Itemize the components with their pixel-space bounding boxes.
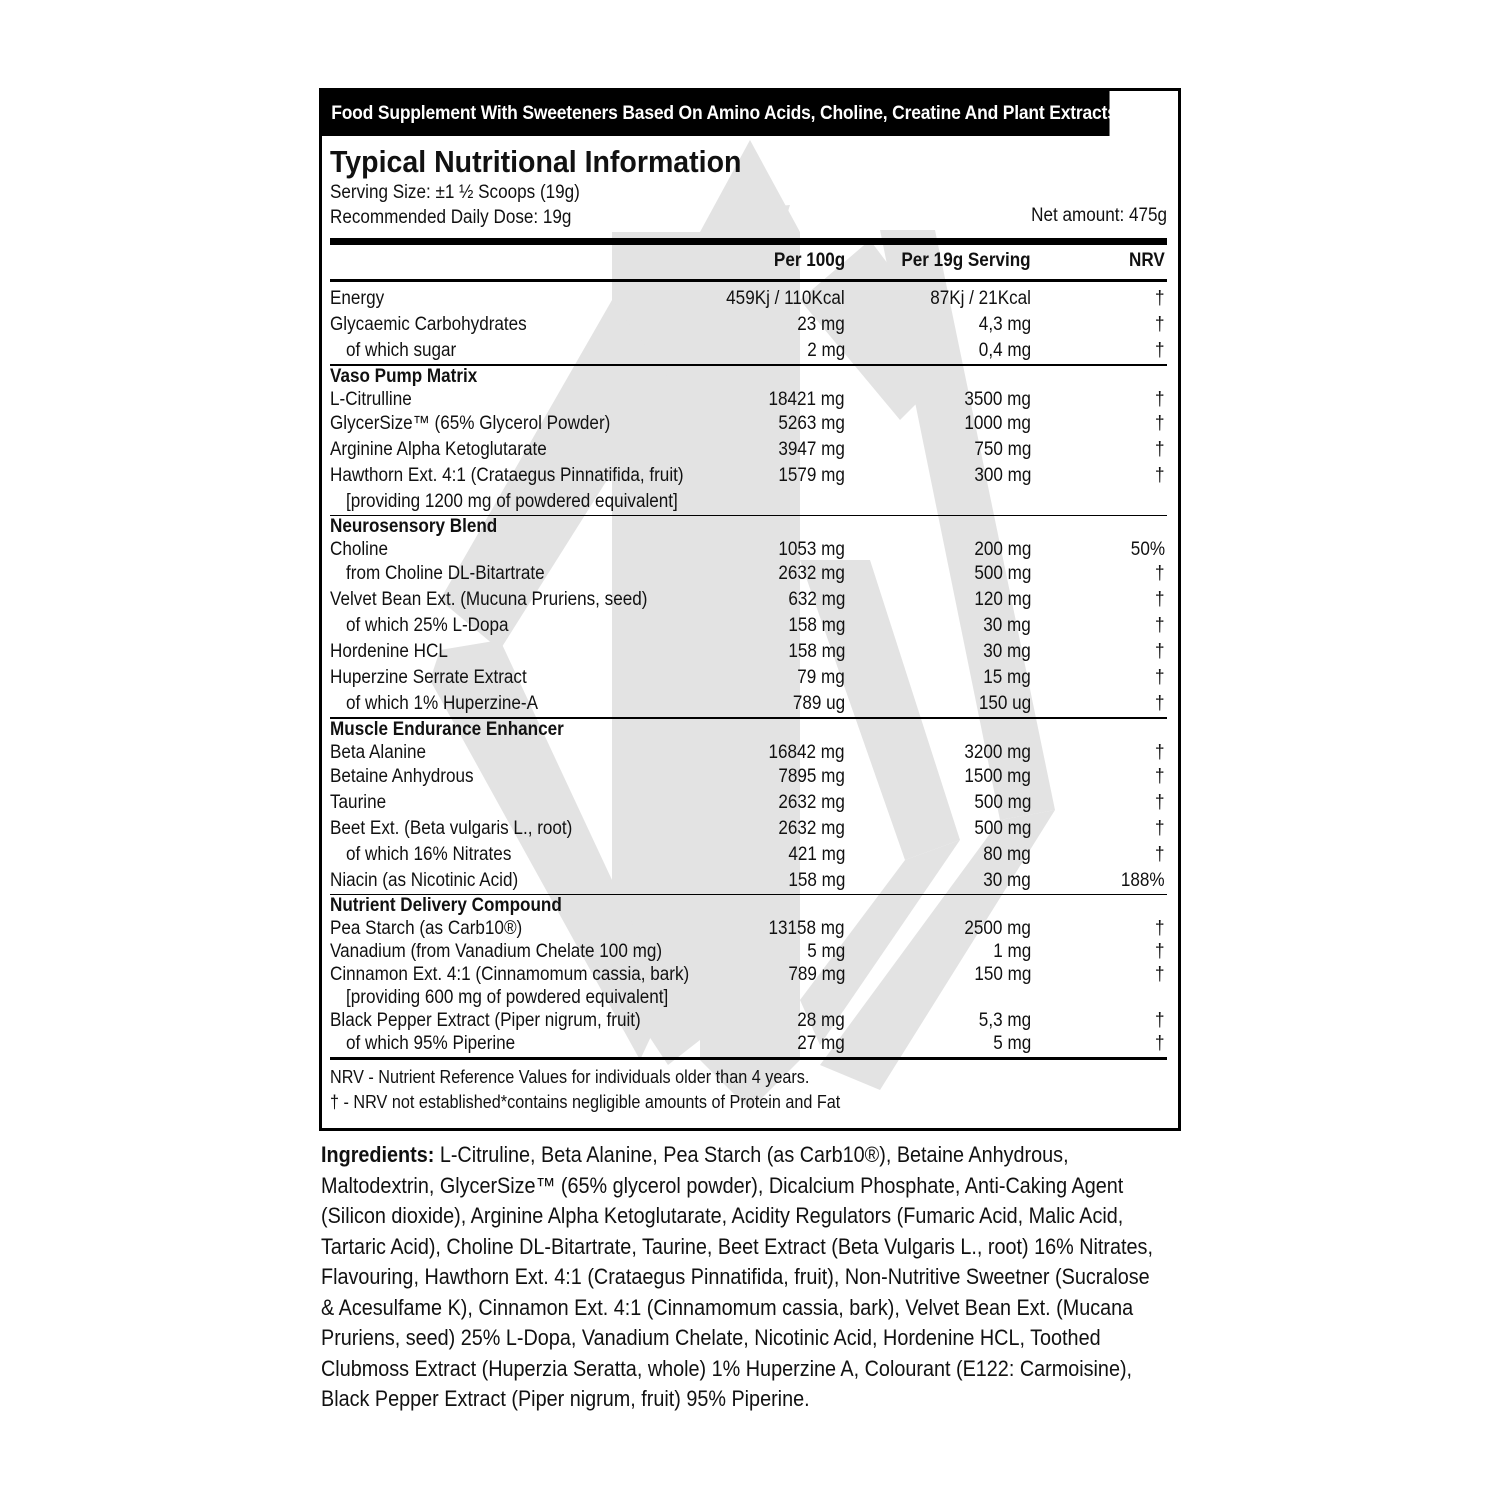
table-row [330, 963, 1167, 986]
table-row [330, 741, 1167, 764]
serving-value: 15 mg [983, 667, 1031, 688]
serving-value: 87Kj / 21Kcal [930, 288, 1031, 309]
table-row [330, 940, 1167, 963]
serving-value: 2500 mg [964, 918, 1031, 939]
serving-value: 80 mg [983, 843, 1031, 865]
table-row [330, 561, 1167, 587]
table-row [330, 286, 1167, 312]
table-row [330, 587, 1167, 613]
ingredients-block [321, 1140, 1167, 1415]
nrv-value: † [1155, 314, 1165, 335]
nutrient-name: Choline [330, 539, 388, 560]
per100-value: 23 mg [797, 314, 845, 335]
table-row [330, 691, 1167, 717]
table-row [330, 790, 1167, 816]
per100-value: 16842 mg [768, 741, 845, 763]
nrv-value: † [1155, 388, 1165, 410]
per100-value: 27 mg [797, 1033, 845, 1054]
nrv-value: 188% [1121, 869, 1165, 891]
section-title: Vaso Pump Matrix [330, 365, 478, 387]
per100-value: 79 mg [797, 667, 845, 688]
table-row [330, 917, 1167, 940]
nutrient-note: [providing 600 mg of powdered equivalent] [346, 987, 669, 1008]
section-title: Neurosensory Blend [330, 516, 498, 537]
table-row [330, 986, 1167, 1009]
per100-value: 158 mg [787, 869, 845, 891]
table-row [330, 538, 1167, 561]
footnote-dagger: † - NRV not established*contains negligible amounts of Protein and Fat [330, 1092, 841, 1112]
serving-value: 1 mg [992, 941, 1031, 962]
table-row [330, 764, 1167, 790]
serving-value: 3500 mg [964, 388, 1031, 410]
panel-content [330, 136, 1167, 1115]
serving-value: 30 mg [983, 641, 1031, 662]
table-row [330, 312, 1167, 338]
nutrient-name: of which 95% Piperine [346, 1033, 516, 1054]
daily-dose: Recommended Daily Dose: 19g [330, 207, 572, 228]
nrv-value: † [1155, 1033, 1165, 1054]
nutrient-name: Niacin (as Nicotinic Acid) [330, 869, 519, 891]
table-row [330, 411, 1167, 437]
nutrient-name: Arginine Alpha Ketoglutarate [330, 438, 547, 460]
table-row [330, 489, 1167, 515]
nrv-value: † [1155, 438, 1165, 460]
nutrient-name: of which 25% L-Dopa [346, 615, 509, 636]
per100-value: 158 mg [787, 641, 845, 662]
nrv-value: † [1155, 1010, 1165, 1031]
table-row [330, 463, 1167, 489]
col-per100: Per 100g [773, 250, 845, 271]
nrv-value: † [1155, 288, 1165, 309]
nrv-value: † [1155, 615, 1165, 636]
nutrient-name: of which 16% Nitrates [346, 843, 512, 865]
serving-value: 1000 mg [964, 412, 1031, 434]
per100-value: 1053 mg [778, 539, 845, 560]
nutrient-name: Hordenine HCL [330, 641, 448, 662]
serving-value: 0,4 mg [978, 340, 1031, 361]
nutrient-name: Huperzine Serrate Extract [330, 667, 527, 688]
nrv-value: † [1155, 641, 1165, 662]
serving-value: 3200 mg [964, 741, 1031, 763]
nutrient-name: Hawthorn Ext. 4:1 (Crataegus Pinnatifida, fruit) [330, 464, 684, 486]
footnote-nrv: NRV - Nutrient Reference Values for individuals older than 4 years. [330, 1067, 810, 1087]
nutrient-name: L-Citrulline [330, 388, 412, 410]
table-row [330, 338, 1167, 364]
serving-value: 30 mg [983, 869, 1031, 891]
per100-value: 3947 mg [778, 438, 845, 460]
nutrient-name: Beet Ext. (Beta vulgaris L., root) [330, 817, 573, 839]
per100-value: 2632 mg [778, 817, 845, 839]
product-banner: Food Supplement With Sweeteners Based On Amino Acids, Choline, Creatine And Plant Extracts. [322, 91, 1110, 136]
nutrient-name: Pea Starch (as Carb10®) [330, 918, 523, 939]
per100-value: 459Kj / 110Kcal [726, 288, 845, 309]
serving-value: 750 mg [973, 438, 1031, 460]
per100-value: 632 mg [787, 589, 845, 610]
table-row [330, 1009, 1167, 1032]
section-title: Muscle Endurance Enhancer [330, 718, 564, 740]
serving-value: 4,3 mg [978, 314, 1031, 335]
serving-value: 200 mg [973, 539, 1031, 560]
table-row [330, 816, 1167, 842]
nrv-value: † [1155, 941, 1165, 962]
serving-value: 30 mg [983, 615, 1031, 636]
serving-value: 150 ug [978, 693, 1031, 714]
nutrient-name: GlycerSize™ (65% Glycerol Powder) [330, 412, 611, 434]
nrv-value: † [1155, 843, 1165, 865]
nrv-value: † [1155, 741, 1165, 763]
table-row [330, 842, 1167, 868]
serving-value: 500 mg [973, 817, 1031, 839]
serving-value: 5 mg [992, 1033, 1031, 1054]
serving-value: 150 mg [973, 964, 1031, 985]
table-row [330, 388, 1167, 411]
nrv-value: † [1155, 340, 1165, 361]
nutrient-name: from Choline DL-Bitartrate [346, 563, 545, 584]
nutrient-name: Energy [330, 288, 385, 309]
nutrient-name: Vanadium (from Vanadium Chelate 100 mg) [330, 941, 663, 962]
nutrient-name: Beta Alanine [330, 741, 427, 763]
serving-value: 500 mg [973, 791, 1031, 813]
nrv-value: † [1155, 563, 1165, 584]
nrv-value: † [1155, 918, 1165, 939]
ingredients-text: L-Citruline, Beta Alanine, Pea Starch (as Carb10®), Betaine Anhydrous, Maltodextrin, GlycerSize™ (65% glycerol powder), Dicalcium Phosphate, Anti-Caking Agent (Silicon dioxide), Arginine Alpha Ketoglutarate, Acidity Regulators (Fumaric Acid, Malic Acid, Tartaric Acid), Choline DL-Bitartrate, Taurine, Beet Extract (Beta Vulgaris L., root) 16% Nitrates, Flavouring, Hawthorn Ext. 4:1 (Crataegus Pinnatifida, fruit), Non-Nutritive Sweetner (Sucralose & Acesulfame K), Cinnamon Ext. 4:1 (Cinnamomum cassia, bark), Velvet Bean Ext. (Mucana Pruriens, seed) 25% L-Dopa, Vanadium Chelate, Nicotinic Acid, Hordenine HCL, Toothed Clubmoss Extract (Huperzia Seratta, whole) 1% Huperzine A, Colourant (E122: Carmoisine), Black Pepper Extract (Piper nigrum, fruit) 95% Piperine. [321, 1142, 1153, 1411]
panel-title: Typical Nutritional Information [330, 144, 742, 179]
column-headers [330, 245, 1167, 279]
nutrition-panel [319, 88, 1181, 1131]
nrv-value: † [1155, 791, 1165, 813]
per100-value: 421 mg [787, 843, 845, 865]
table-row [330, 639, 1167, 665]
nrv-value: † [1155, 817, 1165, 839]
nrv-value: † [1155, 667, 1165, 688]
table-row [330, 613, 1167, 639]
table-row [330, 665, 1167, 691]
nutrient-name: Taurine [330, 791, 387, 813]
nrv-value: † [1155, 412, 1165, 434]
nrv-value: † [1155, 693, 1165, 714]
nutrient-note: [providing 1200 mg of powdered equivalent] [346, 490, 678, 512]
nutrient-name: of which 1% Huperzine-A [346, 693, 538, 714]
net-amount: Net amount: 475g [1031, 205, 1167, 226]
per100-value: 2632 mg [778, 791, 845, 813]
table-row [330, 437, 1167, 463]
per100-value: 7895 mg [778, 765, 845, 787]
table-row [330, 868, 1167, 894]
nrv-value: † [1155, 589, 1165, 610]
per100-value: 13158 mg [768, 918, 845, 939]
serving-value: 5,3 mg [978, 1010, 1031, 1031]
per100-value: 789 mg [787, 964, 845, 985]
col-serving: Per 19g Serving [901, 250, 1031, 271]
per100-value: 2632 mg [778, 563, 845, 584]
table-row [330, 1032, 1167, 1055]
per100-value: 1579 mg [778, 464, 845, 486]
nutrient-name: of which sugar [346, 340, 457, 361]
per100-value: 2 mg [806, 340, 845, 361]
nutrient-name: Cinnamon Ext. 4:1 (Cinnamomum cassia, bark) [330, 964, 690, 985]
per100-value: 789 ug [792, 693, 845, 714]
dose-row [330, 205, 1167, 230]
serving-value: 300 mg [973, 464, 1031, 486]
nutrient-name: Velvet Bean Ext. (Mucuna Pruriens, seed) [330, 589, 648, 610]
nutrient-name: Betaine Anhydrous [330, 765, 474, 787]
nrv-value: † [1155, 964, 1165, 985]
nrv-value: 50% [1130, 539, 1165, 560]
per100-value: 5 mg [806, 941, 845, 962]
nutrient-name: Black Pepper Extract (Piper nigrum, fruit) [330, 1010, 641, 1031]
nutrient-name: Glycaemic Carbohydrates [330, 314, 527, 335]
divider-thick [330, 238, 1167, 245]
per100-value: 28 mg [797, 1010, 845, 1031]
per100-value: 18421 mg [768, 388, 845, 410]
serving-value: 500 mg [973, 563, 1031, 584]
serving-value: 1500 mg [964, 765, 1031, 787]
ingredients-label: Ingredients: [321, 1142, 435, 1167]
nrv-value: † [1155, 765, 1165, 787]
nrv-value: † [1155, 464, 1165, 486]
per100-value: 158 mg [787, 615, 845, 636]
col-nrv: NRV [1129, 250, 1165, 271]
serving-size: Serving Size: ±1 ½ Scoops (19g) [330, 182, 580, 203]
serving-value: 120 mg [973, 589, 1031, 610]
section-title: Nutrient Delivery Compound [330, 895, 562, 916]
per100-value: 5263 mg [778, 412, 845, 434]
